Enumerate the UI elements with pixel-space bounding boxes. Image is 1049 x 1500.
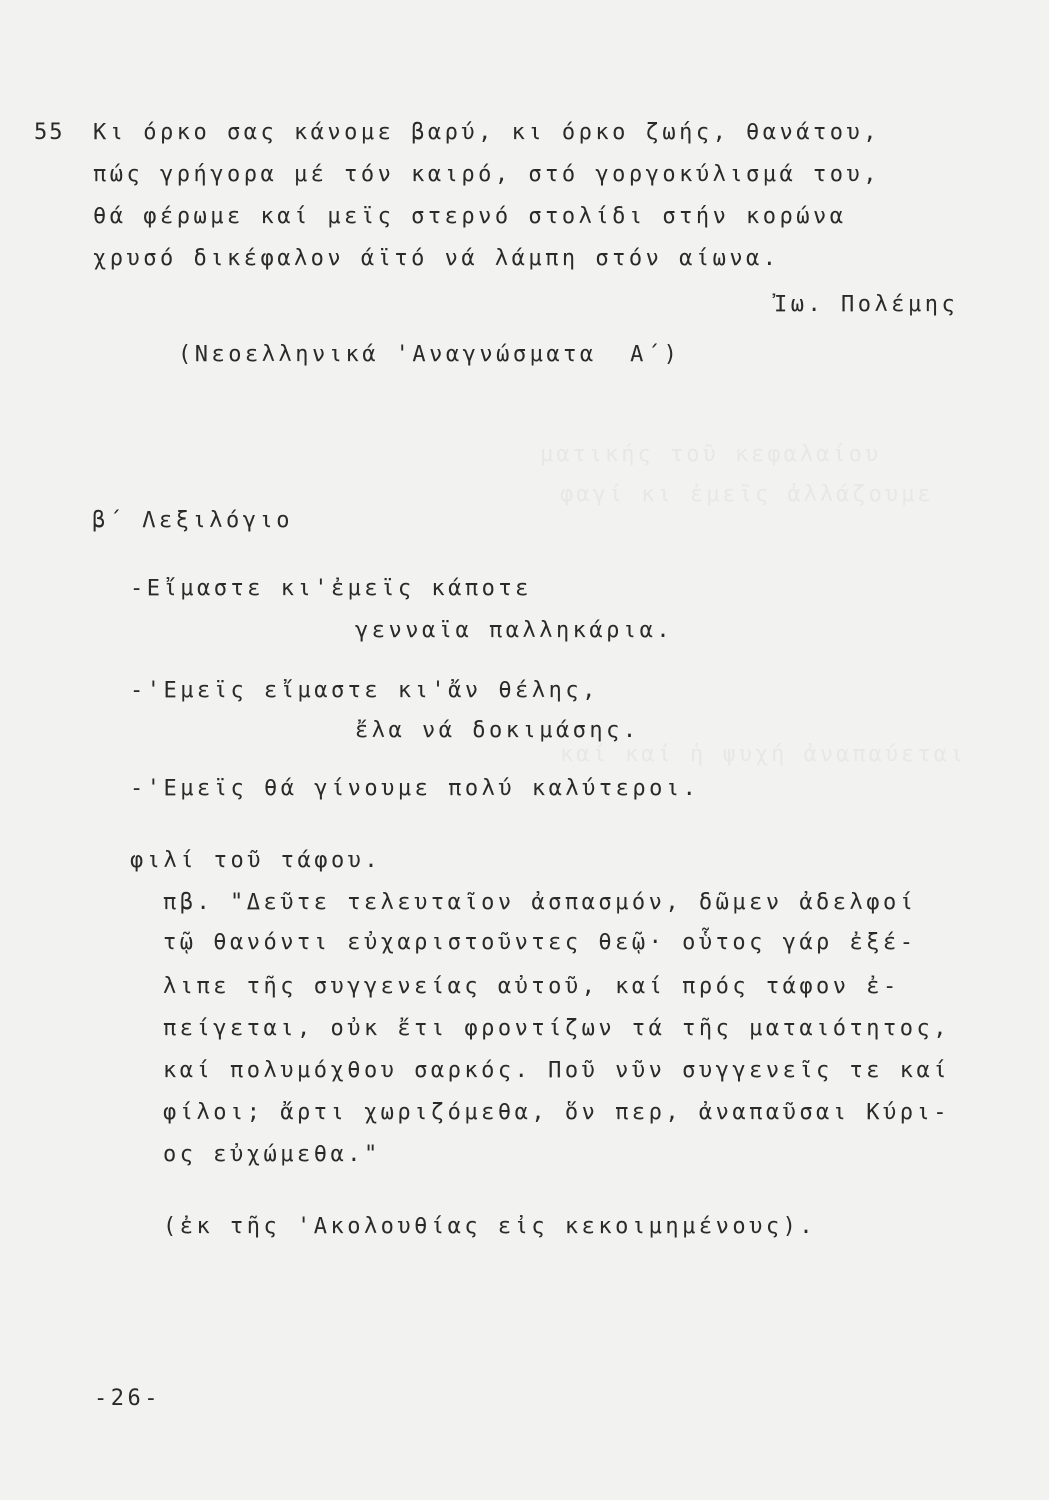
poem-line: θά φέρωμε καί μεϊς στερνό στολίδι στήν κορώνα xyxy=(93,204,847,229)
quote-line: λιπε τῆς συγγενείας αὐτοῦ, καί πρός τάφον ἐ- xyxy=(163,974,900,999)
section-prefix: β΄ xyxy=(92,508,126,533)
poem-line: Κι όρκο σας κάνομε βαρύ, κι όρκο ζωής, θανάτου, xyxy=(93,120,881,145)
dialog-line: γενναϊα παλληκάρια. xyxy=(355,618,674,643)
poem-line: πώς γρήγορα μέ τόν καιρό, στό γοργοκύλισμά του, xyxy=(93,162,881,187)
dialog-line: -'Εμεϊς θά γίνουμε πολύ καλύτεροι. xyxy=(130,776,700,801)
show-through-text: καί καί ἡ ψυχή ἀναπαύεται xyxy=(560,742,967,767)
poem-line: χρυσό δικέφαλον άϊτό νά λάμπη στόν αίωνα. xyxy=(93,246,780,271)
dialog-line: -Εἴμαστε κι'ἐμεϊς κάποτε xyxy=(130,576,532,601)
quote-line: ος εὐχώμεθα." xyxy=(163,1142,381,1167)
poem-source: (Νεοελληνικά 'Αναγνώσματα Α΄) xyxy=(178,342,681,367)
quote-line: φίλοι; ἄρτι χωριζόμεθα, ὅν περ, ἀναπαῦσαι Κύρι- xyxy=(163,1100,951,1125)
show-through-text: ματικής τοῦ κεφαλαίου xyxy=(540,442,882,467)
quote-line: πείγεται, οὐκ ἔτι φροντίζων τά τῆς ματαιότητος, xyxy=(163,1016,951,1041)
dialog-line: ἔλα νά δοκιμάσης. xyxy=(355,718,640,743)
citation: (ἐκ τῆς 'Ακολουθίας εἰς κεκοιμημένους). xyxy=(163,1214,817,1239)
section-heading xyxy=(92,506,293,536)
quote-line: τῷ θανόντι εὐχαριστοῦντες θεῷ· οὗτος γάρ ἐξέ- xyxy=(163,930,917,955)
page-number: -26- xyxy=(94,1386,161,1411)
quote-line: καί πολυμόχθου σαρκός. Ποῦ νῦν συγγενεῖς τε καί xyxy=(163,1058,951,1083)
vocab-term: φιλί τοῦ τάφου. xyxy=(130,848,382,873)
show-through-text: φαγί κι ἐμεῖς ἀλλάζουμε xyxy=(560,482,934,507)
section-title: Λεξιλόγιο xyxy=(142,508,293,533)
line-number: 55 xyxy=(34,120,65,145)
poem-author: Ἰω. Πολέμης xyxy=(774,292,959,317)
dialog-line: -'Εμεϊς εἴμαστε κι'ἄν θέλης, xyxy=(130,678,599,703)
quote-line: πβ. "Δεῦτε τελευταῖον ἀσπασμόν, δῶμεν ἀδελφοί xyxy=(163,890,917,915)
